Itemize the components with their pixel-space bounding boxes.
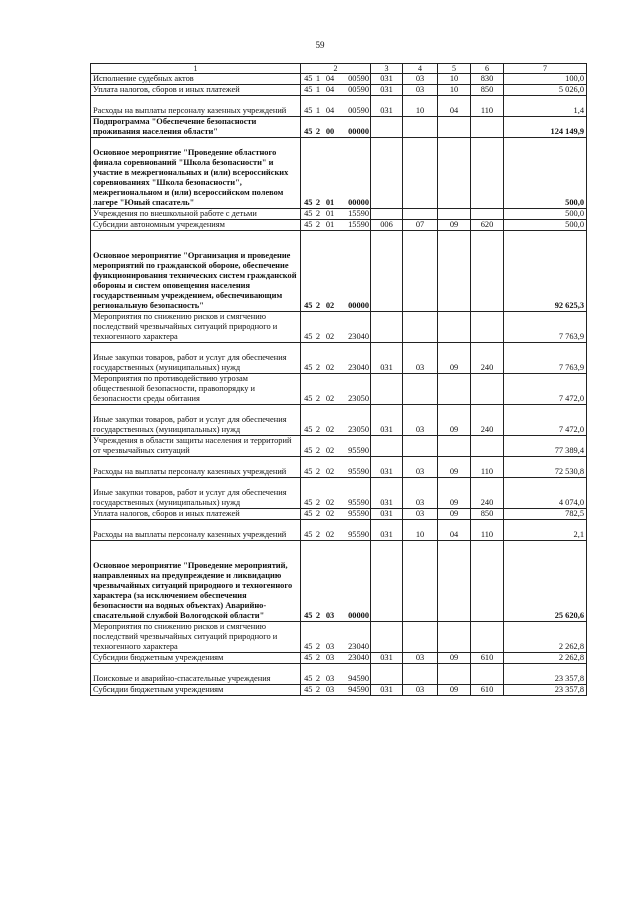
amount-value: 4 074,0 (504, 478, 587, 509)
subsection-code (438, 436, 471, 457)
amount-value: 25 620,6 (504, 541, 587, 622)
subprogram-code: 1 (314, 74, 323, 85)
budget-item-name: Основное мероприятие "Проведение областного финала соревнований "Школа безопасности" и участие в межрегиональных и (или) всероссийских соревнованиях "Школа безопасности", межрегиональном и (или) всероссийском полевом лагере "Юный спасатель" (91, 138, 301, 209)
program-code: 45 (301, 541, 314, 622)
amount-value: 1,4 (504, 96, 587, 117)
subsection-code (438, 312, 471, 343)
direction-code: 95590 (338, 457, 371, 478)
program-code: 45 (301, 457, 314, 478)
department-code: 031 (371, 457, 403, 478)
activity-code: 03 (323, 664, 338, 685)
program-code: 45 (301, 653, 314, 664)
subprogram-code: 1 (314, 85, 323, 96)
table-row (91, 231, 587, 312)
subsection-code (438, 374, 471, 405)
subsection-code (438, 231, 471, 312)
direction-code: 15590 (338, 220, 371, 231)
department-code: 031 (371, 85, 403, 96)
section-code (403, 117, 438, 138)
activity-code: 02 (323, 509, 338, 520)
amount-value: 500,0 (504, 138, 587, 209)
subsection-code: 09 (438, 220, 471, 231)
subprogram-code: 2 (314, 220, 323, 231)
table-row (91, 138, 587, 209)
table-row (91, 520, 587, 541)
section-code: 03 (403, 653, 438, 664)
section-code: 03 (403, 85, 438, 96)
budget-item-name: Подпрограмма "Обеспечение безопасности проживания населения области" (91, 117, 301, 138)
expense-type-code (471, 231, 504, 312)
direction-code: 23040 (338, 653, 371, 664)
budget-item-name: Основное мероприятие "Проведение мероприятий, направленных на предупреждение и ликвидацию чрезвычайных ситуаций природного и техногенного характера (за исключением обеспечения безопасности на водных объектах) Аварийно-спасательной службой Вологодской области" (91, 541, 301, 622)
department-code: 031 (371, 520, 403, 541)
subprogram-code: 2 (314, 374, 323, 405)
table-row (91, 74, 587, 85)
section-code: 03 (403, 74, 438, 85)
subprogram-code: 1 (314, 96, 323, 117)
program-code: 45 (301, 509, 314, 520)
subprogram-code: 2 (314, 653, 323, 664)
section-code (403, 664, 438, 685)
budget-item-name: Поисковые и аварийно-спасательные учреждения (91, 664, 301, 685)
header-cell: 6 (471, 64, 504, 74)
department-code (371, 209, 403, 220)
budget-item-name: Учреждения в области защиты населения и территорий от чрезвычайных ситуаций (91, 436, 301, 457)
program-code: 45 (301, 231, 314, 312)
department-code: 031 (371, 478, 403, 509)
budget-item-name: Мероприятия по противодействию угрозам общественной безопасности, правопорядку и безопасности среды обитания (91, 374, 301, 405)
table-row (91, 436, 587, 457)
expense-type-code: 610 (471, 653, 504, 664)
table-row (91, 220, 587, 231)
activity-code: 04 (323, 85, 338, 96)
subprogram-code: 2 (314, 685, 323, 696)
budget-item-name: Уплата налогов, сборов и иных платежей (91, 509, 301, 520)
department-code: 031 (371, 343, 403, 374)
table-row (91, 457, 587, 478)
program-code: 45 (301, 138, 314, 209)
budget-item-name: Расходы на выплаты персоналу казенных учреждений (91, 96, 301, 117)
expense-type-code: 240 (471, 343, 504, 374)
subprogram-code: 2 (314, 231, 323, 312)
direction-code: 23040 (338, 312, 371, 343)
subsection-code: 09 (438, 343, 471, 374)
amount-value: 100,0 (504, 74, 587, 85)
activity-code: 03 (323, 622, 338, 653)
amount-value: 7 763,9 (504, 312, 587, 343)
budget-item-name: Мероприятия по снижению рисков и смягчению последствий чрезвычайных ситуаций природного и техногенного характера (91, 312, 301, 343)
program-code: 45 (301, 117, 314, 138)
program-code: 45 (301, 374, 314, 405)
section-code: 03 (403, 685, 438, 696)
table-body (91, 74, 587, 696)
table-row (91, 653, 587, 664)
activity-code: 03 (323, 685, 338, 696)
section-code: 03 (403, 457, 438, 478)
subprogram-code: 2 (314, 138, 323, 209)
table-header (91, 64, 587, 74)
direction-code: 00590 (338, 96, 371, 117)
expense-type-code (471, 117, 504, 138)
subsection-code: 09 (438, 478, 471, 509)
table-row (91, 509, 587, 520)
direction-code: 00590 (338, 74, 371, 85)
subsection-code: 09 (438, 405, 471, 436)
activity-code: 02 (323, 436, 338, 457)
section-code: 10 (403, 96, 438, 117)
expense-type-code (471, 622, 504, 653)
amount-value: 124 149,9 (504, 117, 587, 138)
subsection-code (438, 117, 471, 138)
program-code: 45 (301, 436, 314, 457)
direction-code: 00000 (338, 231, 371, 312)
activity-code: 01 (323, 220, 338, 231)
section-code (403, 622, 438, 653)
table-row (91, 374, 587, 405)
expense-type-code: 240 (471, 405, 504, 436)
expense-type-code: 850 (471, 85, 504, 96)
section-code (403, 138, 438, 209)
activity-code: 01 (323, 209, 338, 220)
direction-code: 95590 (338, 478, 371, 509)
subsection-code (438, 664, 471, 685)
expense-type-code (471, 541, 504, 622)
expense-type-code: 830 (471, 74, 504, 85)
table-row (91, 478, 587, 509)
program-code: 45 (301, 96, 314, 117)
activity-code: 03 (323, 541, 338, 622)
section-code: 03 (403, 343, 438, 374)
program-code: 45 (301, 520, 314, 541)
department-code: 031 (371, 509, 403, 520)
amount-value: 5 026,0 (504, 85, 587, 96)
amount-value: 7 472,0 (504, 374, 587, 405)
budget-item-name: Субсидии бюджетным учреждениям (91, 653, 301, 664)
budget-item-name: Иные закупки товаров, работ и услуг для обеспечения государственных (муниципальных) нужд (91, 478, 301, 509)
budget-item-name: Субсидии бюджетным учреждениям (91, 685, 301, 696)
direction-code: 23050 (338, 374, 371, 405)
department-code (371, 117, 403, 138)
section-code (403, 374, 438, 405)
expense-type-code (471, 312, 504, 343)
activity-code: 02 (323, 231, 338, 312)
section-code (403, 436, 438, 457)
program-code: 45 (301, 209, 314, 220)
activity-code: 04 (323, 74, 338, 85)
budget-item-name: Мероприятия по снижению рисков и смягчению последствий чрезвычайных ситуаций природного и техногенного характера (91, 622, 301, 653)
direction-code: 15590 (338, 209, 371, 220)
section-code (403, 312, 438, 343)
subsection-code: 10 (438, 85, 471, 96)
amount-value: 23 357,8 (504, 685, 587, 696)
direction-code: 00000 (338, 117, 371, 138)
budget-item-name: Расходы на выплаты персоналу казенных учреждений (91, 520, 301, 541)
subprogram-code: 2 (314, 478, 323, 509)
direction-code: 23050 (338, 405, 371, 436)
section-code: 07 (403, 220, 438, 231)
subprogram-code: 2 (314, 436, 323, 457)
table-row (91, 85, 587, 96)
activity-code: 01 (323, 138, 338, 209)
department-code: 031 (371, 685, 403, 696)
program-code: 45 (301, 478, 314, 509)
header-cell: 3 (371, 64, 403, 74)
department-code (371, 312, 403, 343)
subprogram-code: 2 (314, 457, 323, 478)
expense-type-code (471, 209, 504, 220)
header-cell: 1 (91, 64, 301, 74)
department-code: 031 (371, 653, 403, 664)
activity-code: 02 (323, 478, 338, 509)
section-code (403, 209, 438, 220)
program-code: 45 (301, 74, 314, 85)
department-code (371, 541, 403, 622)
department-code: 031 (371, 74, 403, 85)
department-code (371, 231, 403, 312)
direction-code: 95590 (338, 436, 371, 457)
table-row (91, 622, 587, 653)
table-row (91, 209, 587, 220)
department-code: 031 (371, 405, 403, 436)
section-code: 03 (403, 405, 438, 436)
program-code: 45 (301, 622, 314, 653)
expense-type-code: 110 (471, 520, 504, 541)
activity-code: 04 (323, 96, 338, 117)
table-row (91, 405, 587, 436)
header-cell: 2 (301, 64, 371, 74)
direction-code: 94590 (338, 664, 371, 685)
expense-type-code (471, 138, 504, 209)
amount-value: 2 262,8 (504, 622, 587, 653)
program-code: 45 (301, 664, 314, 685)
amount-value: 7 763,9 (504, 343, 587, 374)
subsection-code: 04 (438, 520, 471, 541)
direction-code: 00590 (338, 85, 371, 96)
budget-item-name: Субсидии автономным учреждениям (91, 220, 301, 231)
budget-item-name: Основное мероприятие "Организация и проведение мероприятий по гражданской обороне, обеспечение функционирования технических систем гражданской обороны и систем оповещения населения государственным учреждением, обеспечивающим региональную безопасность" (91, 231, 301, 312)
direction-code: 23040 (338, 343, 371, 374)
activity-code: 02 (323, 405, 338, 436)
amount-value: 92 625,3 (504, 231, 587, 312)
section-code (403, 541, 438, 622)
subprogram-code: 2 (314, 622, 323, 653)
program-code: 45 (301, 85, 314, 96)
section-code: 03 (403, 509, 438, 520)
direction-code: 00000 (338, 541, 371, 622)
expense-type-code (471, 664, 504, 685)
section-code: 10 (403, 520, 438, 541)
table-row (91, 664, 587, 685)
department-code: 006 (371, 220, 403, 231)
budget-item-name: Учреждения по внешкольной работе с детьми (91, 209, 301, 220)
department-code (371, 374, 403, 405)
budget-item-name: Уплата налогов, сборов и иных платежей (91, 85, 301, 96)
subsection-code: 09 (438, 509, 471, 520)
amount-value: 782,5 (504, 509, 587, 520)
expense-type-code (471, 436, 504, 457)
subsection-code (438, 541, 471, 622)
subprogram-code: 2 (314, 405, 323, 436)
program-code: 45 (301, 312, 314, 343)
subprogram-code: 2 (314, 509, 323, 520)
activity-code: 03 (323, 653, 338, 664)
subsection-code: 04 (438, 96, 471, 117)
subprogram-code: 2 (314, 343, 323, 374)
amount-value: 23 357,8 (504, 664, 587, 685)
department-code (371, 622, 403, 653)
budget-item-name: Иные закупки товаров, работ и услуг для обеспечения государственных (муниципальных) нужд (91, 343, 301, 374)
header-cell: 7 (504, 64, 587, 74)
amount-value: 2 262,8 (504, 653, 587, 664)
direction-code: 23040 (338, 622, 371, 653)
activity-code: 02 (323, 520, 338, 541)
section-code (403, 231, 438, 312)
subprogram-code: 2 (314, 520, 323, 541)
section-code: 03 (403, 478, 438, 509)
page-number: 59 (315, 40, 325, 50)
expense-type-code: 240 (471, 478, 504, 509)
amount-value: 500,0 (504, 220, 587, 231)
department-code (371, 664, 403, 685)
amount-value: 77 389,4 (504, 436, 587, 457)
program-code: 45 (301, 343, 314, 374)
subsection-code: 09 (438, 653, 471, 664)
subsection-code: 09 (438, 457, 471, 478)
subsection-code (438, 622, 471, 653)
direction-code: 00000 (338, 138, 371, 209)
subprogram-code: 2 (314, 312, 323, 343)
subsection-code: 09 (438, 685, 471, 696)
direction-code: 95590 (338, 520, 371, 541)
expense-type-code: 610 (471, 685, 504, 696)
department-code (371, 436, 403, 457)
table-row (91, 541, 587, 622)
activity-code: 02 (323, 343, 338, 374)
department-code: 031 (371, 96, 403, 117)
subprogram-code: 2 (314, 541, 323, 622)
table-row (91, 343, 587, 374)
budget-item-name: Иные закупки товаров, работ и услуг для обеспечения государственных (муниципальных) нужд (91, 405, 301, 436)
subprogram-code: 2 (314, 117, 323, 138)
activity-code: 00 (323, 117, 338, 138)
amount-value: 2,1 (504, 520, 587, 541)
expense-type-code (471, 374, 504, 405)
budget-table (90, 63, 587, 696)
amount-value: 500,0 (504, 209, 587, 220)
subprogram-code: 2 (314, 209, 323, 220)
activity-code: 02 (323, 312, 338, 343)
direction-code: 94590 (338, 685, 371, 696)
table-row (91, 117, 587, 138)
expense-type-code: 620 (471, 220, 504, 231)
expense-type-code: 110 (471, 96, 504, 117)
direction-code: 95590 (338, 509, 371, 520)
program-code: 45 (301, 405, 314, 436)
header-cell: 5 (438, 64, 471, 74)
budget-item-name: Исполнение судебных актов (91, 74, 301, 85)
subprogram-code: 2 (314, 664, 323, 685)
program-code: 45 (301, 220, 314, 231)
amount-value: 72 530,8 (504, 457, 587, 478)
subsection-code: 10 (438, 74, 471, 85)
expense-type-code: 850 (471, 509, 504, 520)
subsection-code (438, 209, 471, 220)
program-code: 45 (301, 685, 314, 696)
amount-value: 7 472,0 (504, 405, 587, 436)
department-code (371, 138, 403, 209)
subsection-code (438, 138, 471, 209)
activity-code: 02 (323, 457, 338, 478)
table-row (91, 312, 587, 343)
budget-item-name: Расходы на выплаты персоналу казенных учреждений (91, 457, 301, 478)
expense-type-code: 110 (471, 457, 504, 478)
header-cell: 4 (403, 64, 438, 74)
activity-code: 02 (323, 374, 338, 405)
table-row (91, 685, 587, 696)
table-row (91, 96, 587, 117)
